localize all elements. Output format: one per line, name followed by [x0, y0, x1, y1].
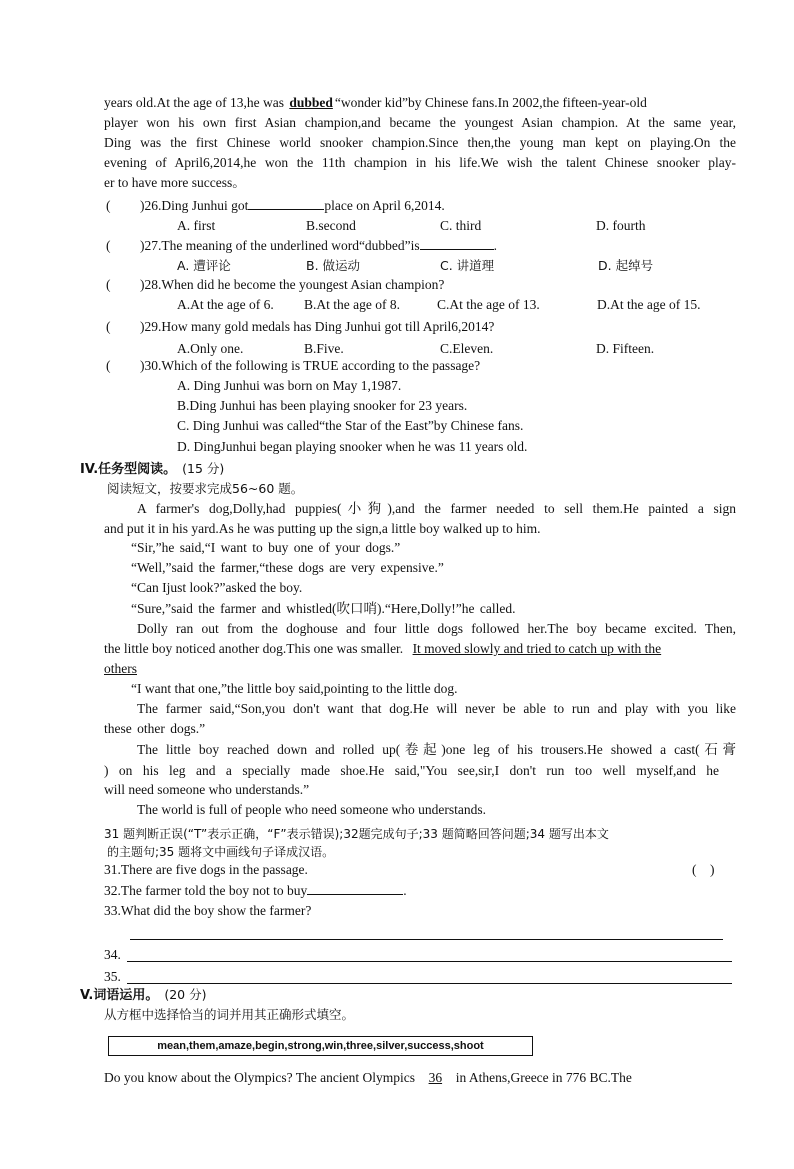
- underlined-sentence: It moved slowly and tried to catch up with the: [412, 641, 662, 656]
- option-27-b[interactable]: B. 做运动: [306, 258, 361, 273]
- answer-paren-26[interactable]: (: [106, 198, 111, 213]
- underlined-sentence: others: [104, 661, 137, 676]
- cloze-text: in Athens,Greece in 776 BC.The: [452, 1070, 632, 1085]
- question-stem: .: [493, 238, 498, 253]
- story-line: these other dogs.”: [104, 721, 206, 736]
- story-line: The farmer said,“Son,you don't want that dog.He will never be able to run and play with you like: [137, 701, 736, 716]
- story-line: A farmer's dog,Dolly,had puppies(小狗),and the farmer needed to sell them.He painted a sign: [137, 501, 736, 516]
- option-28-b[interactable]: B.At the age of 8.: [304, 297, 400, 312]
- answer-paren-29[interactable]: (: [106, 319, 111, 334]
- section-score: (15 分): [182, 461, 225, 476]
- option-28-a[interactable]: A.At the age of 6.: [177, 297, 274, 312]
- answer-blank[interactable]: [420, 237, 494, 250]
- option-26-c[interactable]: C. third: [440, 218, 482, 233]
- question-32: 32.The farmer told the boy not to buy .: [104, 883, 407, 898]
- option-27-a[interactable]: A. 遭评论: [177, 258, 231, 273]
- story-line: “I want that one,”the little boy said,pointing to the little dog.: [131, 681, 458, 696]
- story-text: the little boy noticed another dog.This one was smaller.: [104, 641, 407, 656]
- story-line: and put it in his yard.As he was putting up the sign,a little boy walked up to him.: [104, 521, 541, 536]
- answer-paren-31[interactable]: ( ): [692, 862, 715, 877]
- question-26: )26.Ding Junhui got place on April 6,2014.: [140, 198, 445, 213]
- option-29-a[interactable]: A.Only one.: [177, 341, 244, 356]
- option-26-d[interactable]: D. fourth: [596, 218, 646, 233]
- question-28: )28.When did he become the youngest Asian champion?: [140, 277, 445, 292]
- story-line: ) on his leg and a specially made shoe.He said,"You see,sir,I don't run too well myself,and he: [104, 763, 719, 778]
- section-5-header: [80, 986, 206, 1005]
- task-instruction: 31 题判断正误(“T”表示正确，“F”表示错误);32题完成句子;33 题简略回答问题;34 题写出本文: [104, 827, 609, 841]
- option-29-c[interactable]: C.Eleven.: [440, 341, 494, 356]
- question-31: 31.There are five dogs in the passage.: [104, 862, 308, 877]
- story-line: “Can Ijust look?”asked the boy.: [131, 580, 303, 595]
- passage-line-5: er to have more success。: [104, 175, 246, 190]
- story-line: “Sure,”said the farmer and whistled(吹口哨).“Here,Dolly!”he called.: [131, 601, 516, 616]
- underlined-word-dubbed: dubbed: [289, 95, 333, 110]
- question-stem: place on April 6,2014.: [324, 198, 445, 213]
- option-30-a[interactable]: A. Ding Junhui was born on May 1,1987.: [177, 378, 402, 393]
- section-title: V.词语运用。: [80, 988, 159, 1003]
- cloze-text: Do you know about the Olympics? The ancient Olympics: [104, 1070, 419, 1085]
- answer-line-33[interactable]: [130, 939, 723, 940]
- answer-paren-27[interactable]: (: [106, 238, 111, 253]
- passage-text: years old.At the age of 13,he was: [104, 95, 288, 110]
- cloze-blank-36[interactable]: 36: [428, 1070, 443, 1085]
- option-28-c[interactable]: C.At the age of 13.: [437, 297, 540, 312]
- passage-line-2: player won his own first Asian champion,and became the youngest Asian champion. At the same year,: [104, 115, 736, 130]
- answer-blank[interactable]: [307, 882, 403, 895]
- question-27: )27.The meaning of the underlined word“dubbed”is .: [140, 238, 498, 253]
- question-stem: Which of the following is TRUE according to the passage?: [161, 358, 481, 373]
- question-stem: The meaning of the underlined word“dubbed”is: [161, 238, 420, 253]
- option-30-b[interactable]: B.Ding Junhui has been playing snooker for 23 years.: [177, 398, 468, 413]
- question-stem: How many gold medals has Ding Junhui got till April6,2014?: [161, 319, 495, 334]
- option-26-a[interactable]: A. first: [177, 218, 216, 233]
- question-number: 26: [144, 198, 158, 213]
- question-stem: Ding Junhui got: [161, 198, 249, 213]
- passage-line-1: [104, 94, 647, 112]
- answer-paren-30[interactable]: (: [106, 358, 111, 373]
- answer-paren-28[interactable]: (: [106, 277, 111, 292]
- question-35: 35.: [104, 969, 121, 984]
- word-box: mean,them,amaze,begin,strong,win,three,silver,success,shoot: [108, 1036, 533, 1056]
- passage-line-4: evening of April6,2014,he won the 11th champion in his life.We wish the talent Chinese snooker play-: [104, 155, 736, 170]
- story-line: The world is full of people who need someone who understands.: [137, 802, 487, 817]
- section-4-instruction: 阅读短文，按要求完成56~60 题。: [107, 481, 304, 496]
- section-title: IV.任务型阅读。: [80, 462, 177, 477]
- question-29: )29.How many gold medals has Ding Junhui got till April6,2014?: [140, 319, 495, 334]
- answer-line-34[interactable]: [127, 961, 732, 962]
- passage-line-3: Ding was the first Chinese world snooker champion.Since then,the young man kept on playing.On the: [104, 135, 736, 150]
- option-29-d[interactable]: D. Fifteen.: [596, 341, 655, 356]
- story-line: The little boy reached down and rolled up(卷起)one leg of his trousers.He showed a cast(石膏: [137, 742, 736, 757]
- option-29-b[interactable]: B.Five.: [304, 341, 344, 356]
- question-34: 34.: [104, 947, 121, 962]
- option-27-c[interactable]: C. 讲道理: [440, 258, 495, 273]
- question-number: 27: [144, 238, 158, 253]
- story-line: “Sir,”he said,“I want to buy one of your dogs.”: [131, 540, 401, 555]
- option-28-d[interactable]: D.At the age of 15.: [597, 297, 701, 312]
- question-stem: 32.The farmer told the boy not to buy: [104, 883, 308, 898]
- option-30-c[interactable]: C. Ding Junhui was called“the Star of the East”by Chinese fans.: [177, 418, 524, 433]
- story-line: [104, 640, 661, 658]
- task-instruction: 的主题句;35 题将文中画线句子译成汉语。: [107, 845, 335, 859]
- option-26-b[interactable]: B.second: [306, 218, 356, 233]
- section-4-header: [80, 460, 224, 479]
- question-33: 33.What did the boy show the farmer?: [104, 903, 312, 918]
- section-score: (20 分): [164, 987, 207, 1002]
- question-number: 29: [144, 319, 158, 334]
- section-5-instruction: 从方框中选择恰当的词并用其正确形式填空。: [104, 1007, 355, 1022]
- section-5-text: [104, 1069, 632, 1087]
- answer-blank[interactable]: [248, 197, 324, 210]
- question-number: 30: [144, 358, 158, 373]
- story-line: “Well,”said the farmer,“these dogs are very expensive.”: [131, 560, 444, 575]
- option-27-d[interactable]: D. 起绰号: [598, 258, 654, 273]
- story-line: will need someone who understands.”: [104, 782, 310, 797]
- question-30: )30.Which of the following is TRUE according to the passage?: [140, 358, 481, 373]
- answer-line-35[interactable]: [127, 983, 732, 984]
- option-30-d[interactable]: D. DingJunhui began playing snooker when he was 11 years old.: [177, 439, 528, 454]
- question-number: 28: [144, 277, 158, 292]
- question-stem: When did he become the youngest Asian champion?: [161, 277, 445, 292]
- passage-text: “wonder kid”by Chinese fans.In 2002,the fifteen-year-old: [334, 95, 647, 110]
- story-line: Dolly ran out from the doghouse and four little dogs followed her.The boy became excited. Then,: [137, 621, 736, 636]
